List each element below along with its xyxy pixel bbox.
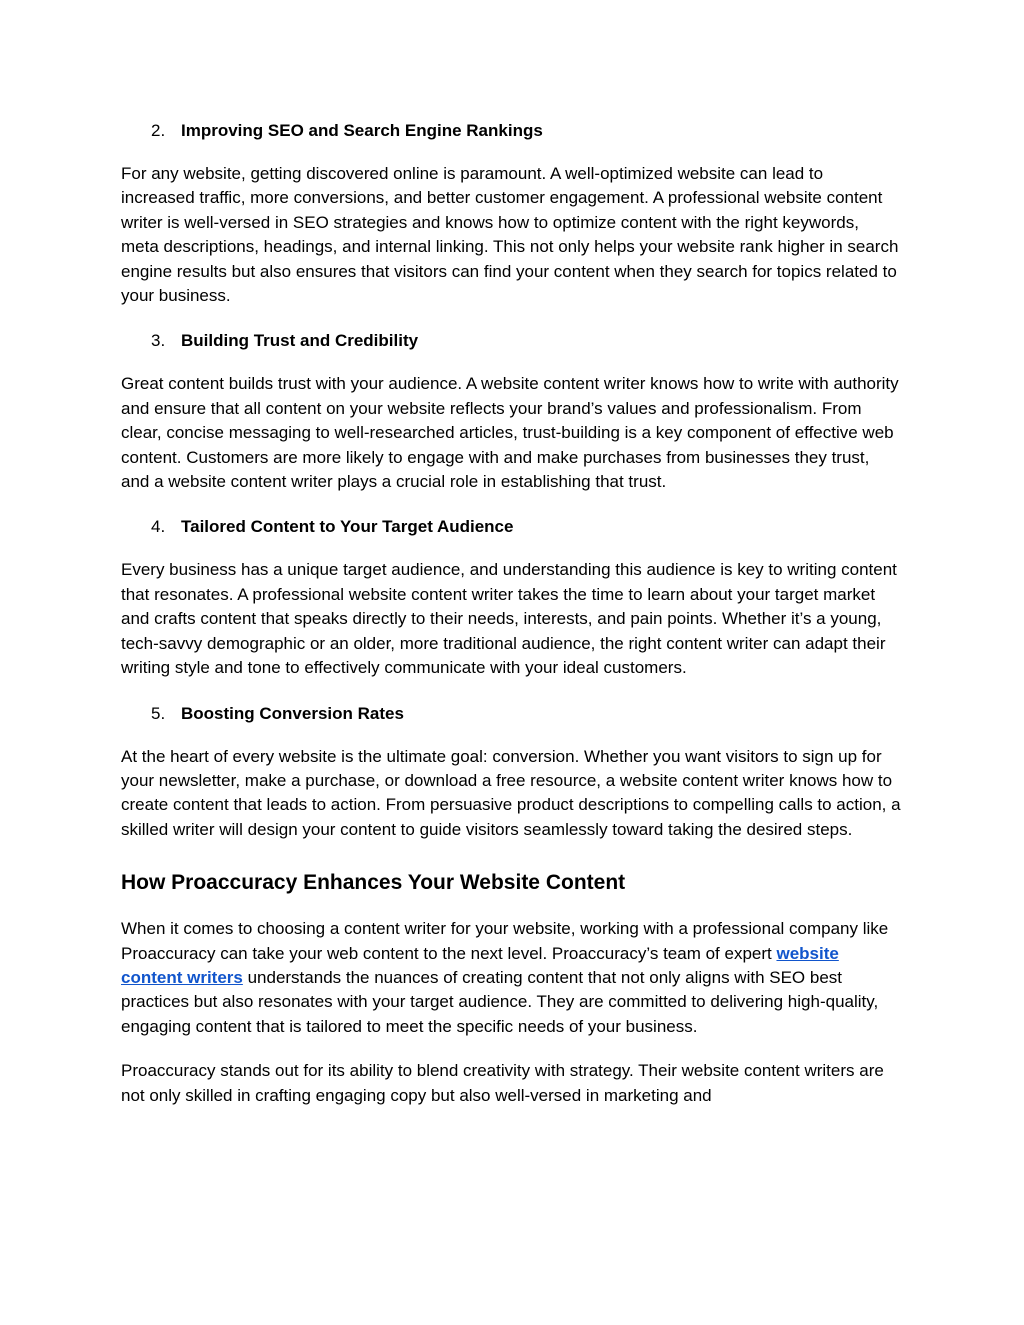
list-item-title: Building Trust and Credibility [181, 331, 419, 351]
list-item-heading [121, 118, 901, 143]
list-item-heading [121, 701, 901, 726]
website-content-writers-link[interactable]: website content writers [121, 943, 839, 987]
document-page [121, 118, 901, 1128]
list-item-title: Tailored Content to Your Target Audience [181, 517, 514, 537]
paragraph-text: When it comes to choosing a content writer for your website, working with a professional company like Proaccuracy can take your web content to the next level. Proaccuracy’s team of expert [121, 919, 889, 963]
paragraph-with-link [121, 917, 901, 1039]
list-item-title: Improving SEO and Search Engine Rankings [181, 121, 543, 140]
list-number: 2. [151, 121, 166, 140]
list-item-heading [121, 514, 901, 539]
section-heading: How Proaccuracy Enhances Your Website Content [121, 871, 626, 895]
paragraph: For any website, getting discovered online is paramount. A well-optimized website can lead to increased traffic, more conversions, and better customer engagement. A professional website content writer is well-versed in SEO strategies and knows how to optimize content with the right keywords, meta descriptions, headings, and internal linking. This not only helps your website rank higher in search engine results but also ensures that visitors can find your content when they search for topics related to your business. [121, 164, 899, 306]
paragraph: Proaccuracy stands out for its ability to blend creativity with strategy. Their website content writers are not only skilled in crafting engaging copy but also well-versed in marketing and [121, 1061, 884, 1105]
paragraph: At the heart of every website is the ultimate goal: conversion. Whether you want visitors to sign up for your newsletter, make a purchase, or download a free resource, a website content writer knows how to create content that leads to action. From persuasive product descriptions to compelling calls to action, a skilled writer will design your content to guide visitors seamlessly toward taking the desired steps. [121, 746, 901, 839]
paragraph: Great content builds trust with your audience. A website content writer knows how to write with authority and ensure that all content on your website reflects your brand’s values and professionalism. From clear, concise messaging to well-researched articles, trust-building is a key component of effective web content. Customers are more likely to engage with and make purchases from businesses they trust, and a website content writer plays a crucial role in establishing that trust. [121, 374, 899, 492]
paragraph-text: understands the nuances of creating content that not only aligns with SEO best practices but also resonates with your target audience. They are committed to delivering high-quality, engaging content that is tailored to meet the specific needs of your business. [121, 967, 879, 1036]
list-number: 5. [151, 703, 166, 723]
list-number: 4. [151, 517, 166, 537]
list-item-title: Boosting Conversion Rates [181, 703, 404, 723]
list-number: 3. [151, 331, 166, 351]
list-item-heading [121, 328, 901, 353]
paragraph: Every business has a unique target audience, and understanding this audience is key to writing content that resonates. A professional website content writer takes the time to learn about your target market and crafts content that speaks directly to their needs, interests, and pain points. Whether it’s a young, tech-savvy demographic or an older, more traditional audience, the right content writer can adapt their writing style and tone to effectively communicate with your ideal customers. [121, 560, 897, 678]
